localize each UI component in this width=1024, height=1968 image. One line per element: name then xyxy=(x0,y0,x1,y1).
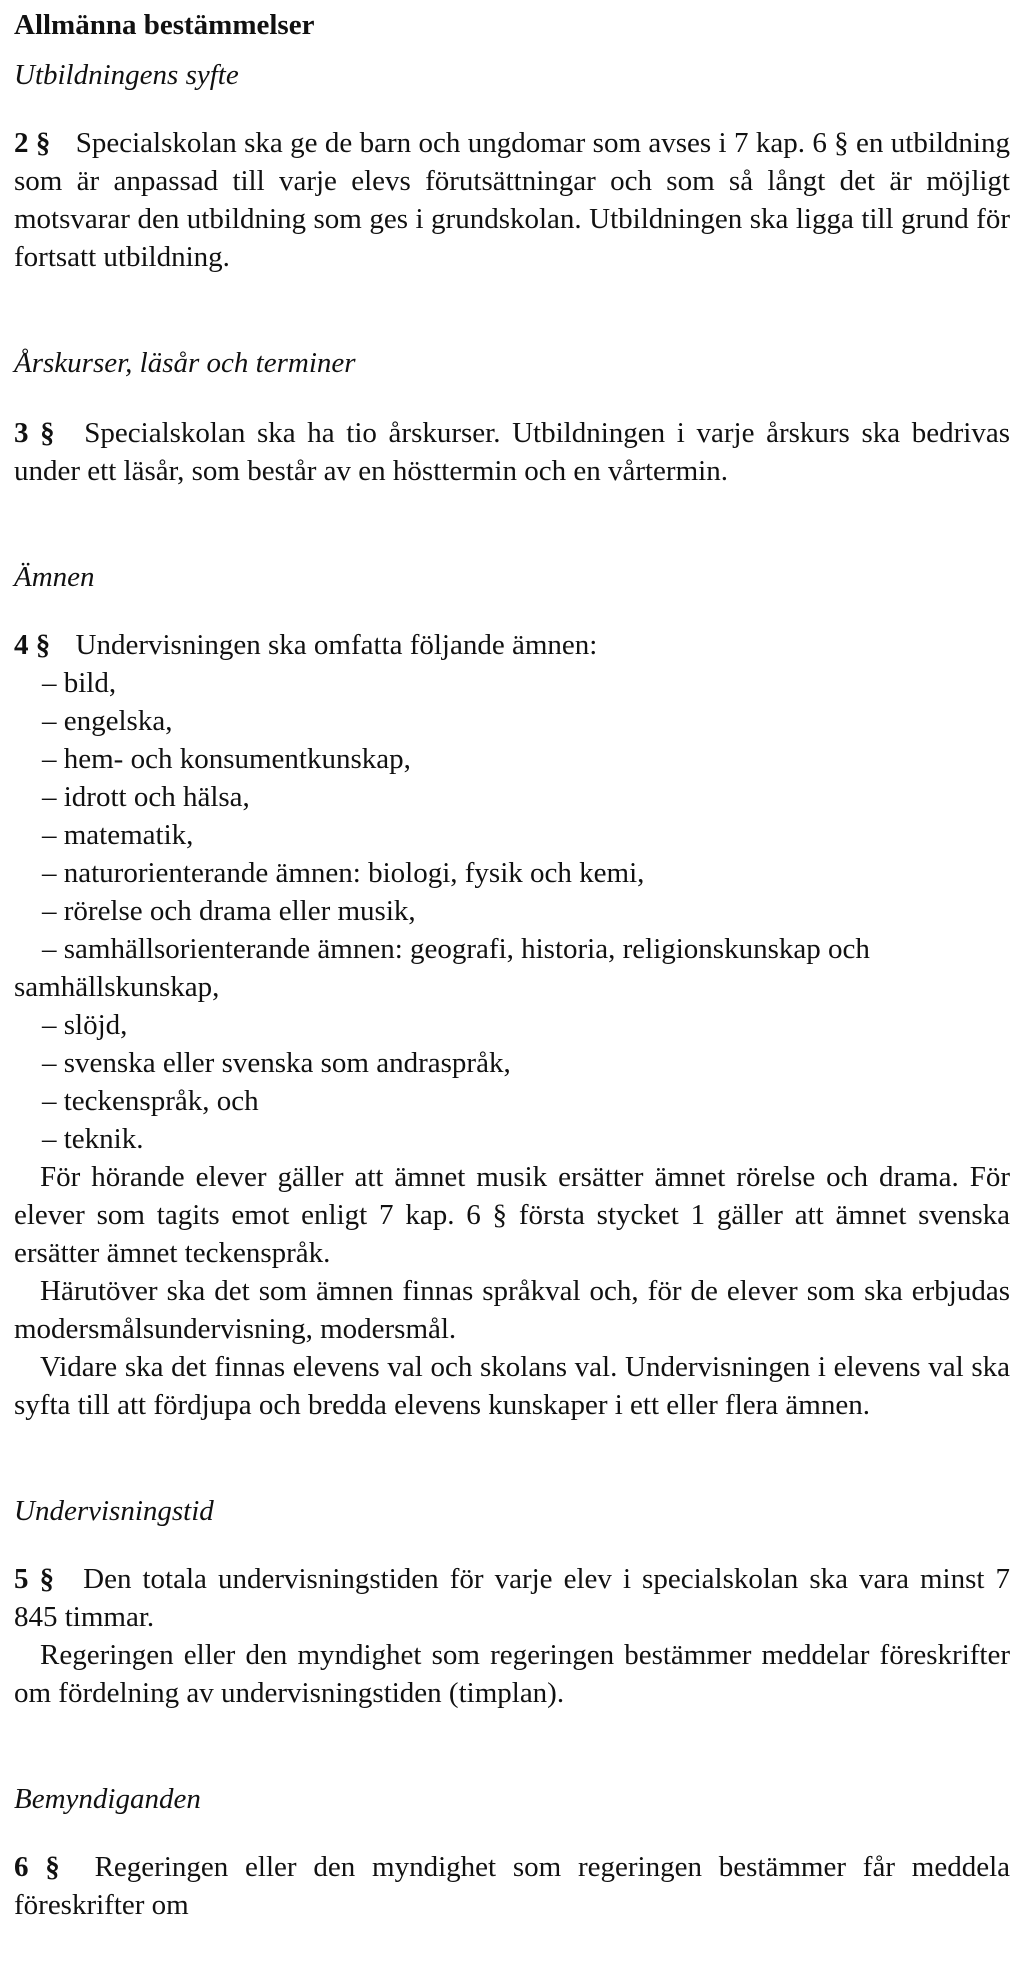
list-item: – samhällsorienterande ämnen: geografi, historia, religionskunskap och samhällskunskap, xyxy=(14,933,870,1003)
paragraph-text: Specialskolan ska ge de barn och ungdomar som avses i 7 kap. 6 § en utbildning som är anpassad till varje elevs förutsättningar och som så långt det är möjligt motsvarar den utbildning som ges i grundskolan. Utbildningen ska ligga till grund för fortsatt utbildning. xyxy=(14,127,1010,273)
list-item: – svenska eller svenska som andraspråk, xyxy=(42,1047,511,1079)
paragraph-6 xyxy=(14,1848,1010,1924)
section-sign: § xyxy=(40,417,55,449)
section-sign: § xyxy=(39,1563,55,1595)
document-page xyxy=(14,0,1010,1924)
list-item: – bild, xyxy=(42,667,117,699)
section-number: 3 xyxy=(14,417,29,449)
list-item: – hem- och konsumentkunskap, xyxy=(42,743,411,775)
heading-utbildningens-syfte: Utbildningens syfte xyxy=(14,59,239,91)
heading-arskurser: Årskurser, läsår och terminer xyxy=(14,347,356,379)
paragraph-text: Vidare ska det finnas elevens val och skolans val. Undervisningen i elevens val ska syfta till att fördjupa och bredda elevens kunskaper i ett eller flera ämnen. xyxy=(14,1351,1010,1421)
paragraph-5 xyxy=(14,1560,1010,1636)
paragraph-text: Regeringen eller den myndighet som regeringen bestämmer får meddela föreskrifter om xyxy=(14,1851,1011,1921)
list-item: – matematik, xyxy=(42,819,194,851)
list-item: – teckenspråk, och xyxy=(42,1085,259,1117)
paragraph-2 xyxy=(14,124,1010,276)
paragraph-text: För hörande elever gäller att ämnet musik ersätter ämnet rörelse och drama. För elever som tagits emot enligt 7 kap. 6 § första stycket 1 gäller att ämnet svenska ersätter ämnet teckenspråk. xyxy=(14,1161,1010,1269)
section-sign: § xyxy=(45,1851,60,1883)
list-item: – slöjd, xyxy=(42,1009,128,1041)
section-number: 6 xyxy=(14,1851,29,1883)
heading-amnen: Ämnen xyxy=(14,561,95,593)
paragraph-text: Specialskolan ska ha tio årskurser. Utbildningen i varje årskurs ska bedrivas under ett läsår, som består av en hösttermin och en vårtermin. xyxy=(14,417,1011,487)
document-title: Allmänna bestämmelser xyxy=(14,9,315,41)
section-number: 2 xyxy=(14,127,29,159)
paragraph-text: Den totala undervisningstiden för varje elev i specialskolan ska vara minst 7 845 timmar. xyxy=(14,1563,1011,1633)
heading-bemyndiganden: Bemyndiganden xyxy=(14,1783,201,1815)
section-sign: § xyxy=(35,127,51,159)
section-number: 4 xyxy=(14,629,29,661)
list-item: – engelska, xyxy=(42,705,173,737)
paragraph-text: Regeringen eller den myndighet som regeringen bestämmer meddelar föreskrifter om fördelning av undervisningstiden (timplan). xyxy=(14,1639,1010,1709)
list-item: – idrott och hälsa, xyxy=(42,781,250,813)
paragraph-4 xyxy=(14,626,1010,664)
subject-list xyxy=(14,664,1010,1158)
list-item: – naturorienterande ämnen: biologi, fysik och kemi, xyxy=(42,857,645,889)
paragraph-3 xyxy=(14,414,1010,490)
heading-undervisningstid: Undervisningstid xyxy=(14,1495,214,1527)
paragraph-text: Härutöver ska det som ämnen finnas språkval och, för de elever som ska erbjudas modersmålsundervisning, modersmål. xyxy=(14,1275,1010,1345)
list-item: – teknik. xyxy=(42,1123,144,1155)
list-item: – rörelse och drama eller musik, xyxy=(42,895,416,927)
section-sign: § xyxy=(35,629,51,661)
section-number: 5 xyxy=(14,1563,29,1595)
paragraph-text: Undervisningen ska omfatta följande ämnen: xyxy=(75,629,598,661)
